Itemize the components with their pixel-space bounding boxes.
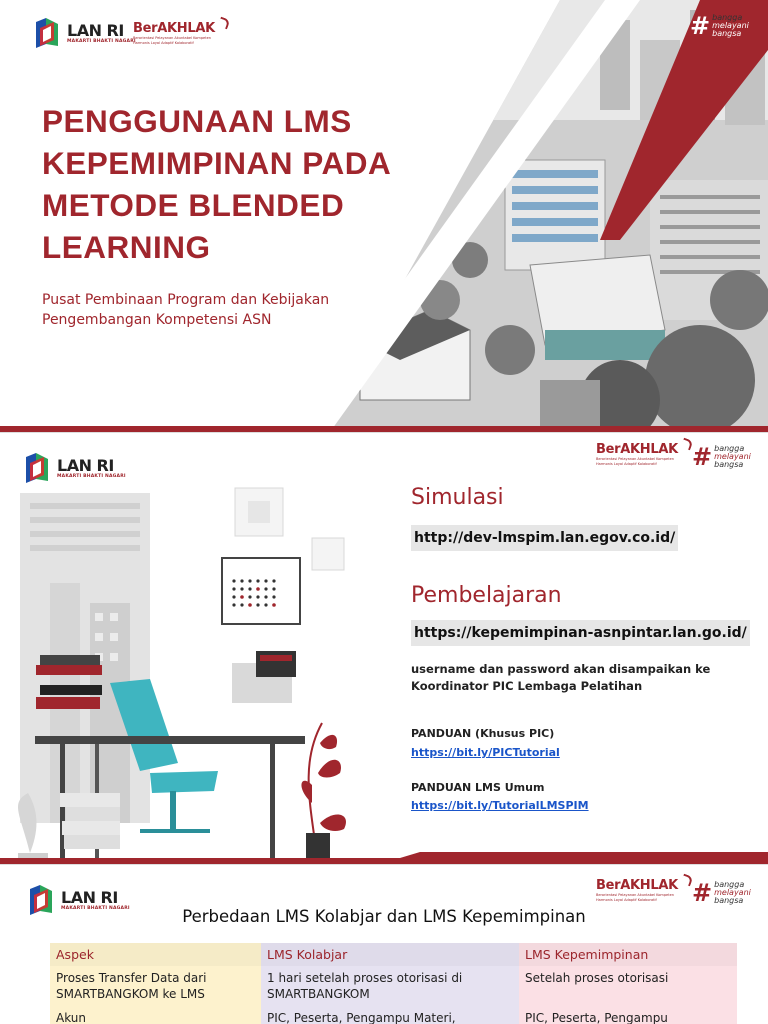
berakhlak-logo [596,879,686,902]
lan-logo-name: LAN RI [61,887,118,907]
office-desk-illustration [0,473,380,864]
table-row [50,966,737,1006]
bangga-melayani-bangsa-logo [690,11,749,40]
cover-subtitle-line: Pusat Pembinaan Program dan Kebijakan [42,292,330,308]
bangsa-word: bangsa [714,896,744,905]
panduan-pic-label: PANDUAN (Khusus PIC) [411,727,555,740]
credentials-note-line: Koordinator PIC Lembaga Pelatihan [411,679,643,693]
table-cell: PIC, Peserta, Pengampu [519,1006,737,1024]
cover-subtitle [42,290,402,330]
berakhlak-logo-name: BerAKHLAK [596,442,678,457]
berakhlak-logo-tagline: Berorientasi Pelayanan Akuntabel Kompeten Harmonis Loyal Adaptif Kolaboratif [596,893,674,902]
melayani-word: melayani [714,452,751,461]
lan-ri-logo [34,16,136,50]
berakhlak-logo-tagline: Berorientasi Pelayanan Akuntabel Kompeten Harmonis Loyal Adaptif Kolaboratif [133,36,211,45]
panduan-pic-link[interactable]: https://bit.ly/PICTutorial [411,746,560,759]
melayani-word: melayani [712,21,749,30]
pembelajaran-heading: Pembelajaran [411,583,562,608]
table-cell: 1 hari setelah proses otorisasi di SMARTBANGKOM [261,966,519,1006]
hashtag-icon: # [690,11,711,40]
berakhlak-logo-tagline: Berorientasi Pelayanan Akuntabel Kompeten Harmonis Loyal Adaptif Kolaboratif [596,457,674,466]
table-cell: Proses Transfer Data dari SMARTBANGKOM ke LMS [50,966,261,1006]
credentials-note [411,661,761,695]
melayani-word: melayani [714,888,751,897]
lan-logo-tagline: MAKARTI BHAKTI NAGARI [67,38,136,44]
table-cell: Akun [50,1006,261,1024]
panduan-umum-link[interactable]: https://bit.ly/TutorialLMSPIM [411,799,589,812]
header-lms-kepemimpinan: LMS Kepemimpinan [519,943,737,966]
berakhlak-logo [596,443,686,466]
cover-subtitle-line: Pengembangan Kompetensi ASN [42,312,272,328]
cover-bottom-bar [0,422,768,432]
panduan-umum-label: PANDUAN LMS Umum [411,781,545,794]
bangsa-word: bangsa [714,460,744,469]
cover-title-line: METODE BLENDED [42,187,345,223]
comparison-table [50,943,737,1024]
credentials-note-line: username dan password akan disampaikan ke [411,662,711,676]
access-slide-bottom-bar [0,852,768,864]
lan-logo-tagline: MAKARTI BHAKTI NAGARI [61,905,130,911]
bangga-word: bangga [712,13,743,22]
bangga-word: bangga [714,880,745,889]
berakhlak-logo-name: BerAKHLAK [596,878,678,893]
hashtag-icon: # [692,442,713,471]
lan-logo-mark-icon [34,16,64,50]
bangga-word: bangga [714,444,745,453]
simulasi-url-link[interactable]: http://dev-lmspim.lan.egov.co.id/ [411,525,678,551]
lan-logo-tagline: MAKARTI BHAKTI NAGARI [57,473,126,479]
hashtag-icon: # [692,878,713,907]
bangga-melayani-bangsa-logo [692,878,751,907]
cover-slide [0,0,768,432]
lan-logo-name: LAN RI [57,455,114,475]
header-aspek: Aspek [50,943,261,966]
cover-title [42,100,442,268]
table-cell: Setelah proses otorisasi [519,966,737,1006]
table-header-row [50,943,737,966]
berakhlak-logo [133,22,223,45]
table-row [50,1006,737,1024]
cover-title-line: PENGGUNAAN LMS [42,103,352,139]
cover-title-line: KEPEMIMPINAN PADA [42,145,392,181]
berakhlak-logo-name: BerAKHLAK [133,21,215,36]
cover-title-line: LEARNING [42,229,211,265]
comparison-slide [0,864,768,1024]
simulasi-heading: Simulasi [411,485,504,510]
lan-logo-name: LAN RI [67,20,124,40]
access-slide [0,432,768,864]
pembelajaran-url-link[interactable]: https://kepemimpinan-asnpintar.lan.go.id/ [411,620,750,646]
header-lms-kolabjar: LMS Kolabjar [261,943,519,966]
bangga-melayani-bangsa-logo [692,442,751,471]
bangsa-word: bangsa [712,29,742,38]
comparison-title: Perbedaan LMS Kolabjar dan LMS Kepemimpinan [182,907,586,926]
table-cell: PIC, Peserta, Pengampu Materi, [261,1006,519,1024]
